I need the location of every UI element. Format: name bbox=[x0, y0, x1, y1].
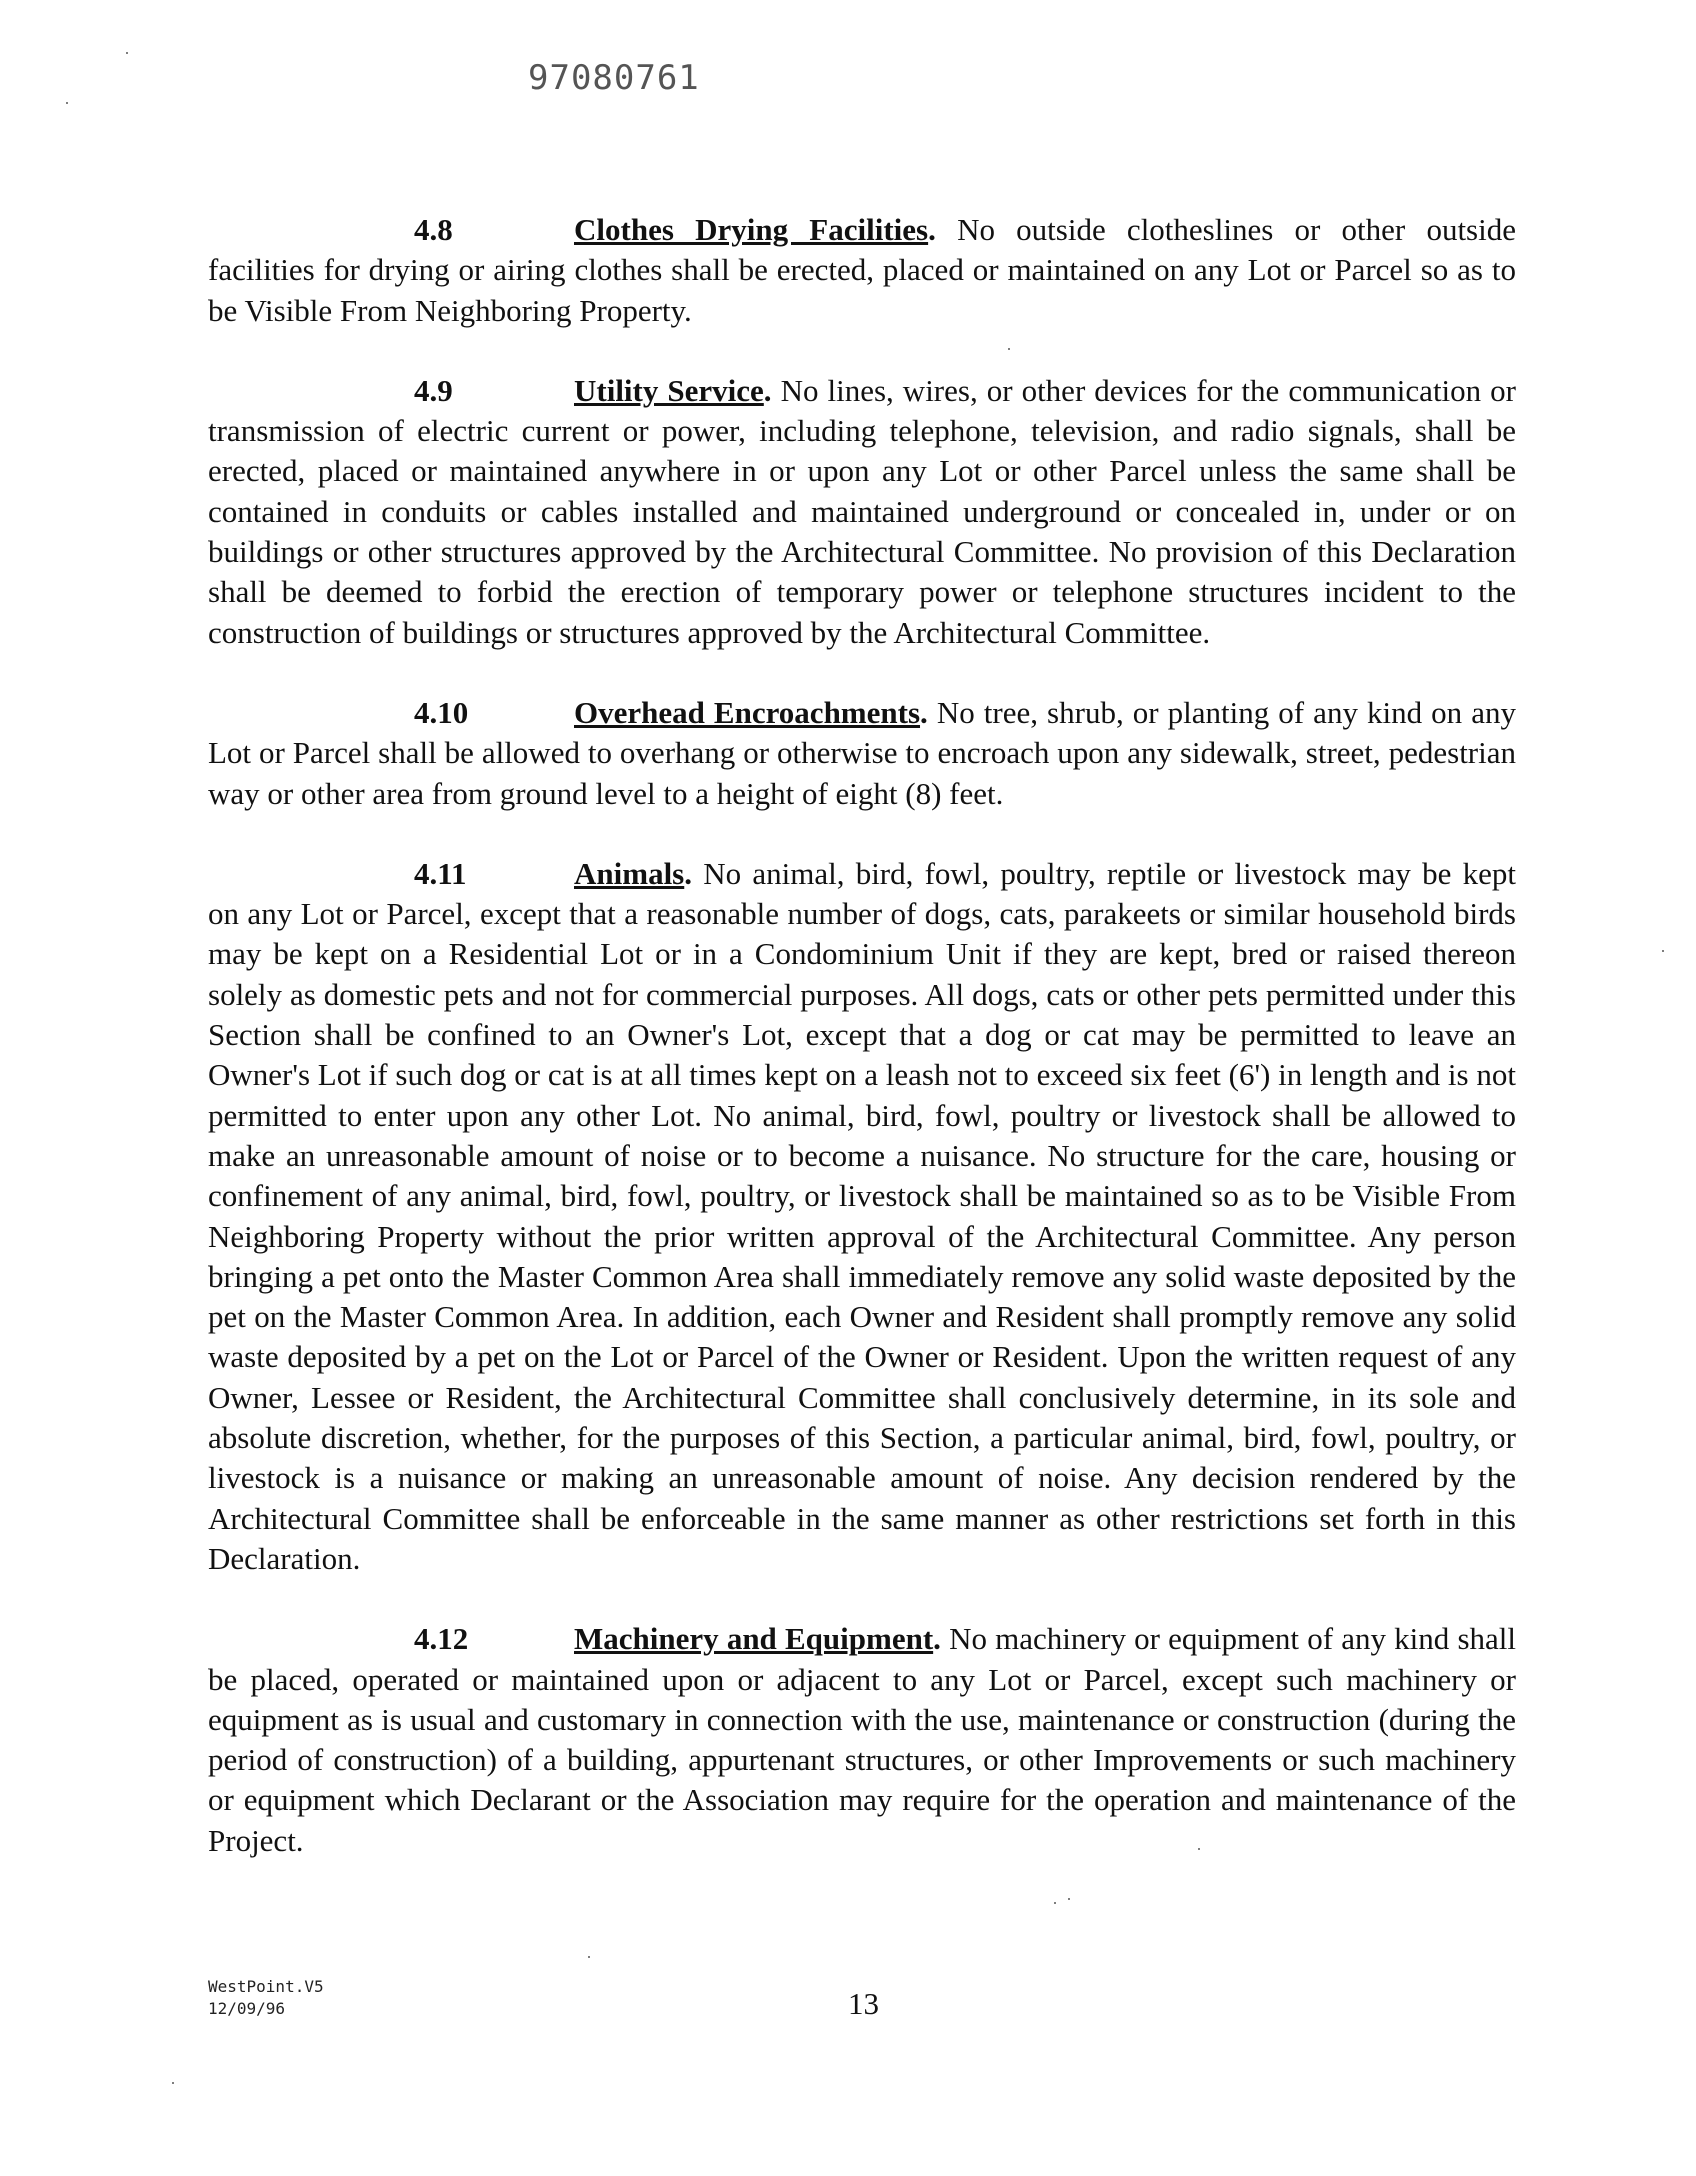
document-body bbox=[208, 210, 1516, 1901]
section-4-10: 4.10 Overhead Encroachments. No tree, shrub, or planting of any kind on any Lot or Parcel shall be allowed to overhang or otherwise to encroach upon any sidewalk, street, pedestrian way or other area from ground level to a height of eight (8) feet. bbox=[208, 694, 1516, 811]
section-text: No machinery or equipment of any kind shall be placed, operated or maintained upon or adjacent to any Lot or Parcel, except such machinery or equipment as is usual and customary in connection with the use, maintenance or construction (during the period of construction) of a building, appurtenant structures, or other Improvements or such machinery or equipment which Declarant or the Association may require for the operation and maintenance of the Project. bbox=[208, 1621, 1516, 1858]
footer-file-name: WestPoint.V5 bbox=[208, 1977, 324, 1996]
scan-speck bbox=[1008, 348, 1010, 350]
section-title: Animals bbox=[574, 855, 685, 891]
scan-speck bbox=[588, 1956, 590, 1958]
section-number: 4.10 bbox=[414, 694, 469, 730]
scan-speck bbox=[1068, 1898, 1070, 1900]
scan-speck bbox=[1054, 1902, 1056, 1904]
section-title: Overhead Encroachments bbox=[574, 694, 921, 730]
scan-speck bbox=[172, 2082, 174, 2084]
scan-speck bbox=[1198, 1848, 1200, 1850]
section-4-9: 4.9 Utility Service. No lines, wires, or other devices for the communication or transmission of electric current or power, including telephone, television, and radio signals, shall be erected, placed or maintained anywhere in or upon any Lot or other Parcel unless the same shall be contained in conduits or cables installed and maintained underground or concealed in, under or on buildings or other structures approved by the Architectural Committee. No provision of this Declaration shall be deemed to forbid the erection of temporary power or telephone structures incident to the construction of buildings or structures approved by the Architectural Committee. bbox=[208, 372, 1517, 650]
scan-speck bbox=[66, 102, 68, 104]
section-number: 4.12 bbox=[414, 1621, 469, 1657]
section-text: No lines, wires, or other devices for the communication or transmission of electric current or power, including telephone, television, and radio signals, shall be erected, placed or maintained anywhere in or upon any Lot or other Parcel unless the same shall be contained in conduits or cables installed and maintained underground or concealed in, under or on buildings or other structures approved by the Architectural Committee. No provision of this Declaration shall be deemed to forbid the erection of temporary power or telephone structures incident to the construction of buildings or structures approved by the Architectural Committee. bbox=[208, 372, 1517, 650]
section-number: 4.11 bbox=[414, 855, 467, 891]
section-title: Utility Service bbox=[574, 372, 764, 408]
footer-file-info bbox=[208, 1976, 324, 2020]
page-number: 13 bbox=[848, 1986, 879, 2021]
section-number: 4.8 bbox=[414, 212, 453, 247]
section-4-8: 4.8 Clothes Drying Facilities. No outside clotheslines or other outside facilities for drying or airing clothes shall be erected, placed or maintained on any Lot or Parcel so as to be Visible From Neighboring Property. bbox=[208, 212, 1516, 328]
section-text: No tree, shrub, or planting of any kind on any Lot or Parcel shall be allowed to overhang or otherwise to encroach upon any sidewalk, street, pedestrian way or other area from ground level to a height of eight (8) feet. bbox=[208, 694, 1516, 811]
section-4-11: 4.11 Animals. No animal, bird, fowl, poultry, reptile or livestock may be kept on any Lot or Parcel, except that a reasonable number of dogs, cats, parakeets or similar household birds may be kept on a Residential Lot or in a Condominium Unit if they are kept, bred or raised thereon solely as domestic pets and not for commercial purposes. All dogs, cats or other pets permitted under this Section shall be confined to an Owner's Lot, except that a dog or cat may be permitted to leave an Owner's Lot if such dog or cat is at all times kept on a leash not to exceed six feet (6') in length and is not permitted to enter upon any other Lot. No animal, bird, fowl, poultry or livestock shall be allowed to make an unreasonable amount of noise or to become a nuisance. No structure for the care, housing or confinement of any animal, bird, fowl, poultry, or livestock shall be maintained so as to be Visible From Neighboring Property without the prior written approval of the Architectural Committee. Any person bringing a pet onto the Master Common Area shall immediately remove any solid waste deposited by the pet on the Master Common Area. In addition, each Owner and Resident shall promptly remove any solid waste deposited by a pet on the Lot or Parcel of the Owner or Resident. Upon the written request of any Owner, Lessee or Resident, the Architectural Committee shall conclusively determine, in its sole and absolute discretion, whether, for the purposes of this Section, a particular animal, bird, fowl, poultry, or livestock is a nuisance or making an unreasonable amount of noise. Any decision rendered by the Architectural Committee shall be enforceable in the same manner as other restrictions set forth in this Declaration. bbox=[208, 855, 1517, 1576]
recording-number: 97080761 bbox=[528, 58, 700, 98]
section-4-12: 4.12 Machinery and Equipment. No machinery or equipment of any kind shall be placed, operated or maintained upon or adjacent to any Lot or Parcel, except such machinery or equipment as is usual and customary in connection with the use, maintenance or construction (during the period of construction) of a building, appurtenant structures, or other Improvements or such machinery or equipment which Declarant or the Association may require for the operation and maintenance of the Project. bbox=[208, 1621, 1516, 1858]
section-number: 4.9 bbox=[414, 372, 453, 408]
section-text: No outside clotheslines or other outside facilities for drying or airing clothes shall be erected, placed or maintained on any Lot or Parcel so as to be Visible From Neighboring Property. bbox=[208, 212, 1516, 328]
footer-date: 12/09/96 bbox=[208, 1999, 286, 2018]
section-title: Clothes Drying Facilities bbox=[574, 212, 929, 247]
section-text: No animal, bird, fowl, poultry, reptile or livestock may be kept on any Lot or Parcel, except that a reasonable number of dogs, cats, parakeets or similar household birds may be kept on a Residential Lot or in a Condominium Unit if they are kept, bred or raised thereon solely as domestic pets and not for commercial purposes. All dogs, cats or other pets permitted under this Section shall be confined to an Owner's Lot, except that a dog or cat may be permitted to leave an Owner's Lot if such dog or cat is at all times kept on a leash not to exceed six feet (6') in length and is not permitted to enter upon any other Lot. No animal, bird, fowl, poultry or livestock shall be allowed to make an unreasonable amount of noise or to become a nuisance. No structure for the care, housing or confinement of any animal, bird, fowl, poultry, or livestock shall be maintained so as to be Visible From Neighboring Property without the prior written approval of the Architectural Committee. Any person bringing a pet onto the Master Common Area shall immediately remove any solid waste deposited by the pet on the Master Common Area. In addition, each Owner and Resident shall promptly remove any solid waste deposited by a pet on the Lot or Parcel of the Owner or Resident. Upon the written request of any Owner, Lessee or Resident, the Architectural Committee shall conclusively determine, in its sole and absolute discretion, whether, for the purposes of this Section, a particular animal, bird, fowl, poultry, or livestock is a nuisance or making an unreasonable amount of noise. Any decision rendered by the Architectural Committee shall be enforceable in the same manner as other restrictions set forth in this Declaration. bbox=[208, 855, 1517, 1576]
scan-speck bbox=[126, 52, 128, 54]
scan-speck bbox=[1662, 950, 1664, 952]
section-title: Machinery and Equipment bbox=[574, 1621, 934, 1657]
